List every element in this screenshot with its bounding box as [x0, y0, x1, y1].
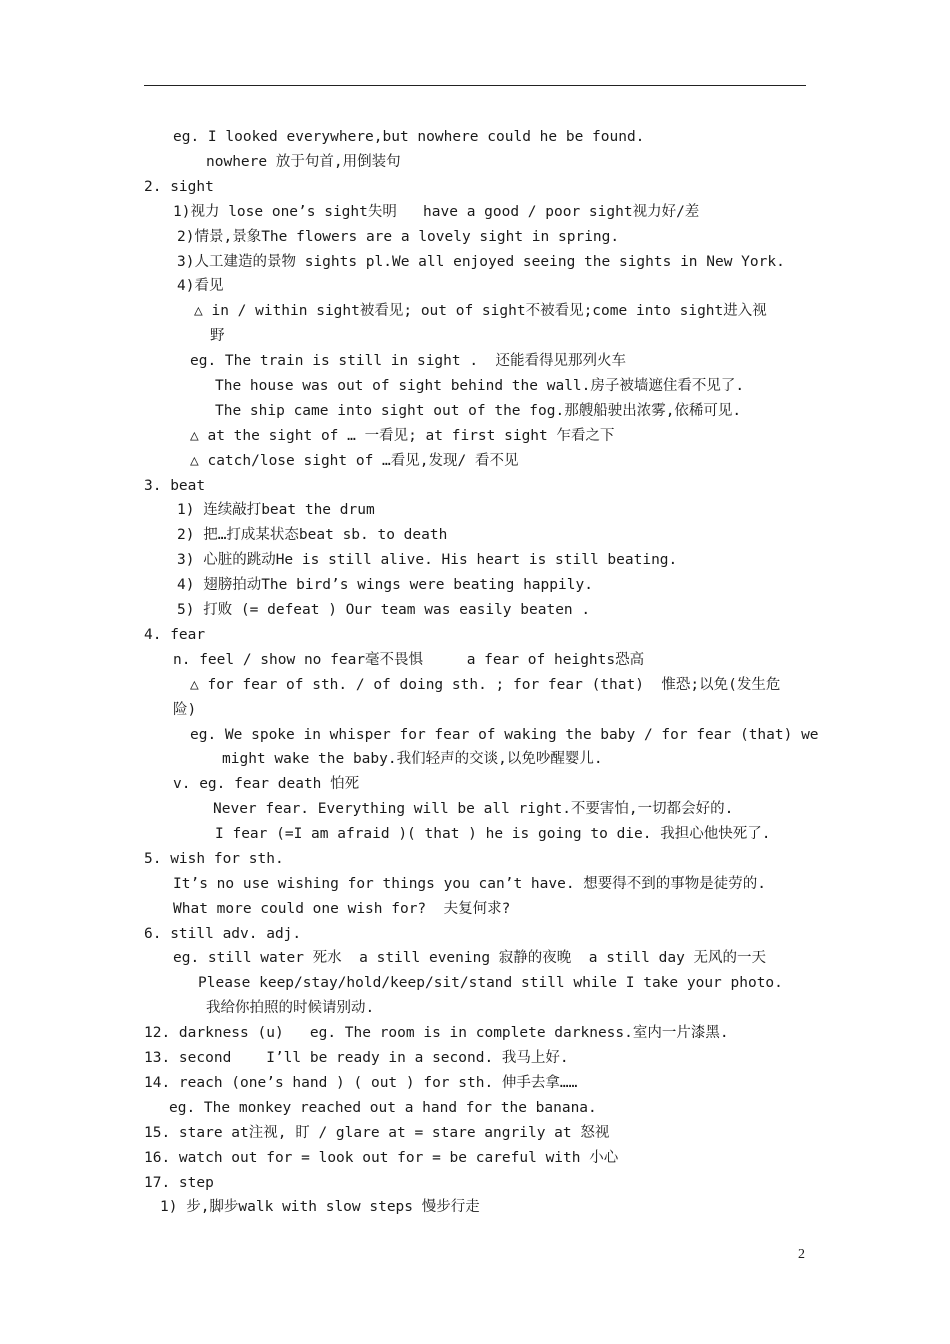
text-line: △ for fear of sth. / of doing sth. ; for fear (that) 惟恐;以免(发生危: [190, 677, 781, 693]
text-line: 1) 连续敲打beat the drum: [177, 502, 375, 518]
text-line: 野: [210, 328, 225, 344]
text-line: v. eg. fear death 怕死: [173, 776, 360, 792]
text-line: 17. step: [144, 1175, 214, 1191]
text-line: eg. still water 死水 a still evening 寂静的夜晚 a still day 无风的一天: [173, 950, 767, 966]
text-line: nowhere 放于句首,用倒装句: [206, 154, 401, 170]
text-line: 6. still adv. adj.: [144, 926, 302, 942]
text-line: 16. watch out for = look out for = be careful with 小心: [144, 1150, 619, 1166]
text-line: What more could one wish for? 夫复何求?: [173, 901, 511, 917]
text-line: 1)视力 lose one’s sight失明 have a good / poor sight视力好/差: [173, 204, 700, 220]
text-line: 1) 步,脚步walk with slow steps 慢步行走: [160, 1199, 480, 1215]
text-line: △ catch/lose sight of …看见,发现/ 看不见: [190, 453, 519, 469]
text-line: 3) 心脏的跳动He is still alive. His heart is still beating.: [177, 552, 678, 568]
text-line: 4)看见: [177, 278, 224, 294]
text-line: might wake the baby.我们轻声的交谈,以免吵醒婴儿.: [222, 751, 603, 767]
text-line: 4) 翅膀拍动The bird’s wings were beating happily.: [177, 577, 593, 593]
text-line: eg. I looked everywhere,but nowhere could he be found.: [173, 129, 645, 145]
text-line: 3. beat: [144, 478, 206, 494]
text-line: 2. sight: [144, 179, 214, 195]
text-line: 12. darkness (u) eg. The room is in complete darkness.室内一片漆黑.: [144, 1025, 729, 1041]
header-rule: [144, 85, 806, 86]
text-line: 2) 把…打成某状态beat sb. to death: [177, 527, 448, 543]
text-line: eg. The train is still in sight . 还能看得见那列火车: [190, 353, 627, 369]
text-line: The ship came into sight out of the fog.那艘船驶出浓雾,依稀可见.: [215, 403, 742, 419]
text-line: 14. reach (one’s hand ) ( out ) for sth. 伸手去拿……: [144, 1075, 578, 1091]
text-line: 4. fear: [144, 627, 206, 643]
text-line: △ at the sight of … 一看见; at first sight 乍看之下: [190, 428, 615, 444]
text-line: 我给你拍照的时候请别动.: [206, 1000, 375, 1016]
text-line: eg. We spoke in whisper for fear of waking the baby / for fear (that) we: [190, 727, 819, 743]
text-line: eg. The monkey reached out a hand for the banana.: [169, 1100, 597, 1116]
text-line: 险): [173, 702, 197, 718]
text-line: △ in / within sight被看见; out of sight不被看见;come into sight进入视: [194, 303, 767, 319]
text-line: Never fear. Everything will be all right.不要害怕,一切都会好的.: [213, 801, 734, 817]
text-line: 13. second I’ll be ready in a second. 我马上好.: [144, 1050, 569, 1066]
text-line: 3)人工建造的景物 sights pl.We all enjoyed seeing the sights in New York.: [177, 254, 785, 270]
text-line: 5. wish for sth.: [144, 851, 284, 867]
text-line: n. feel / show no fear毫不畏惧 a fear of heights恐高: [173, 652, 645, 668]
page-number: 2: [798, 1247, 805, 1262]
text-line: 15. stare at注视, 盯 / glare at = stare angrily at 怒视: [144, 1125, 610, 1141]
text-line: Please keep/stay/hold/keep/sit/stand still while I take your photo.: [198, 975, 783, 991]
text-line: 5) 打败 (= defeat ) Our team was easily beaten .: [177, 602, 591, 618]
text-line: 2)情景,景象The flowers are a lovely sight in spring.: [177, 229, 620, 245]
text-line: I fear (=I am afraid )( that ) he is going to die. 我担心他快死了.: [215, 826, 771, 842]
text-line: It’s no use wishing for things you can’t have. 想要得不到的事物是徒劳的.: [173, 876, 767, 892]
text-line: The house was out of sight behind the wall.房子被墙遮住看不见了.: [215, 378, 745, 394]
